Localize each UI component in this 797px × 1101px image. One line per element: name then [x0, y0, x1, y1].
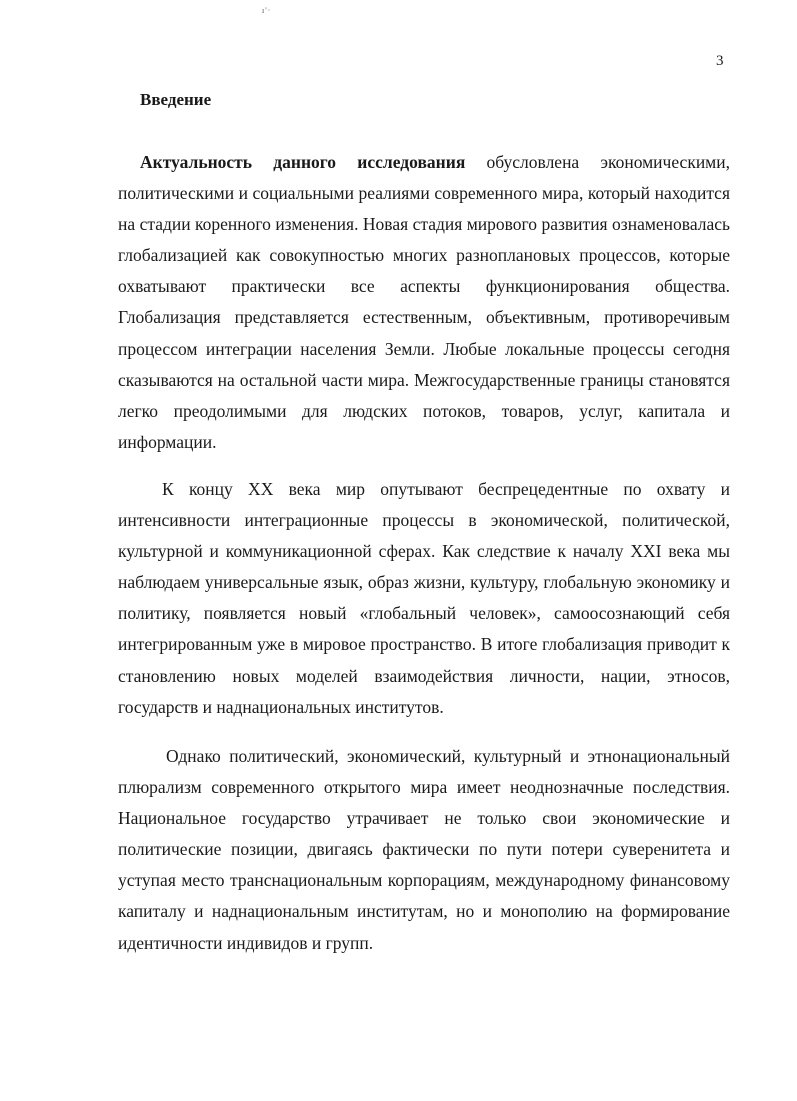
- scan-artifact: ı'·: [262, 6, 272, 15]
- paragraph-pluralism: [118, 741, 730, 959]
- paragraph-text: [118, 147, 730, 458]
- paragraph-text: К концу XX века мир опутывают беспрецедентные по охвату и интенсивности интеграционные процессы в экономической, политической, культурной и коммуникационной сферах. Как следствие к началу XXI века мы наблюдаем универсальные язык, образ жизни, культуру, глобальную экономику и политику, появляется новый «глобальный человек», самоосознающий себя интегрированным уже в мировое пространство. В итоге глобализация приводит к становлению новых моделей взаимодействия личности, нации, этносов, государств и наднациональных институтов.: [118, 479, 730, 717]
- section-heading: Введение: [140, 90, 212, 109]
- paragraph-relevance: [118, 147, 730, 458]
- paragraph-body: обусловлена экономическими, политическими и социальными реалиями современного мира, который находится на стадии коренного изменения. Новая стадия мирового развития ознаменовалась глобализацией как совокупностью многих разноплановых процессов, которые охватывают практически все аспекты функционирования общества. Глобализация представляется естественным, объективным, противоречивым процессом интеграции населения Земли. Любые локальные процессы сегодня сказываются на остальной части мира. Межгосударственные границы становятся легко преодолимыми для людских потоков, товаров, услуг, капитала и информации.: [118, 152, 730, 452]
- paragraph-text: Однако политический, экономический, культурный и этнонациональный плюрализм современного открытого мира имеет неоднозначные последствия. Национальное государство утрачивает не только свои экономические и политические позиции, двигаясь фактически по пути потери суверенитета и уступая место транснациональным корпорациям, международному финансовому капиталу и наднациональным институтам, но и монополию на формирование идентичности индивидов и групп.: [118, 746, 730, 953]
- page-number: 3: [716, 53, 724, 69]
- paragraph-lead: Актуальность данного исследования: [140, 152, 466, 172]
- paragraph-globalization: [118, 474, 730, 723]
